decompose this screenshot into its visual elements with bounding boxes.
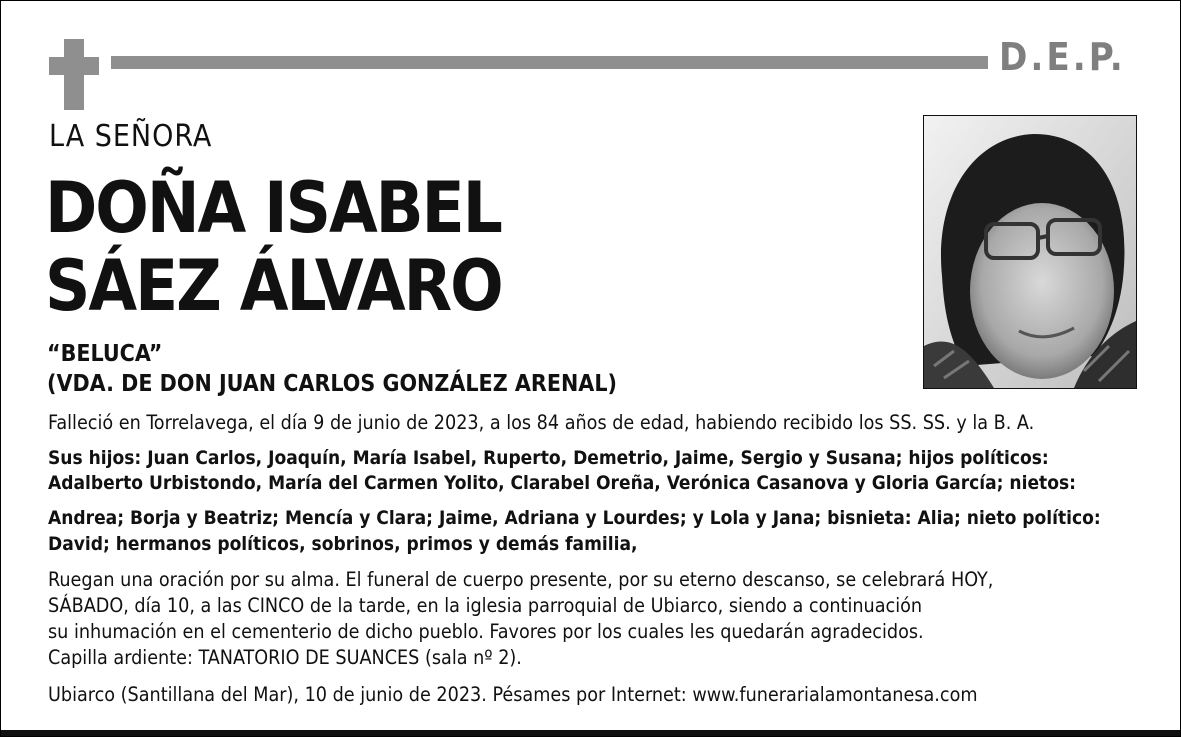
death-notice: Falleció en Torrelavega, el día 9 de junio de 2023, a los 84 años de edad, habiendo recibido los SS. SS. y la B. A. <box>48 411 1035 434</box>
funeral-line-4: Capilla ardiente: TANATORIO DE SUANCES (sala nº 2). <box>48 646 522 669</box>
family-line-4: David; hermanos políticos, sobrinos, primos y demás familia, <box>48 533 638 555</box>
family-line-1: Sus hijos: Juan Carlos, Joaquín, María Isabel, Ruperto, Demetrio, Jaime, Sergio y Susana; hijos políticos: <box>48 447 1049 469</box>
deceased-name-line-2: SÁEZ ÁLVARO <box>45 245 502 327</box>
intro-label: LA SEÑORA <box>49 119 213 154</box>
family-line-3: Andrea; Borja y Beatriz; Mencía y Clara; Jaime, Adriana y Lourdes; y Lola y Jana; bisnieta: Alia; nieto político: <box>48 507 1101 529</box>
funeral-line-2: SÁBADO, día 10, a las CINCO de la tarde, en la iglesia parroquial de Ubiarco, siendo a continuación <box>48 594 923 617</box>
funeral-line-1: Ruegan una oración por su alma. El funeral de cuerpo presente, por su eterno descanso, se celebrará HOY, <box>48 568 994 591</box>
cross-icon-bar <box>49 57 99 75</box>
bottom-rule <box>1 730 1180 736</box>
dep-heading: D.E.P. <box>999 35 1126 79</box>
deceased-name-line-1: DOÑA ISABEL <box>45 167 501 249</box>
widow-of: (VDA. DE DON JUAN CARLOS GONZÁLEZ ARENAL) <box>47 371 617 397</box>
footer-line: Ubiarco (Santillana del Mar), 10 de junio de 2023. Pésames por Internet: www.funerarialamontanesa.com <box>48 683 978 706</box>
portrait-photo <box>923 115 1137 389</box>
header-rule <box>111 56 988 69</box>
nickname: “BELUCA” <box>47 341 163 367</box>
family-line-2: Adalberto Urbistondo, María del Carmen Yolito, Clarabel Oreña, Verónica Casanova y Gloria García; nietos: <box>48 472 1076 494</box>
funeral-line-3: su inhumación en el cementerio de dicho pueblo. Favores por los cuales les quedarán agradecidos. <box>48 620 924 643</box>
